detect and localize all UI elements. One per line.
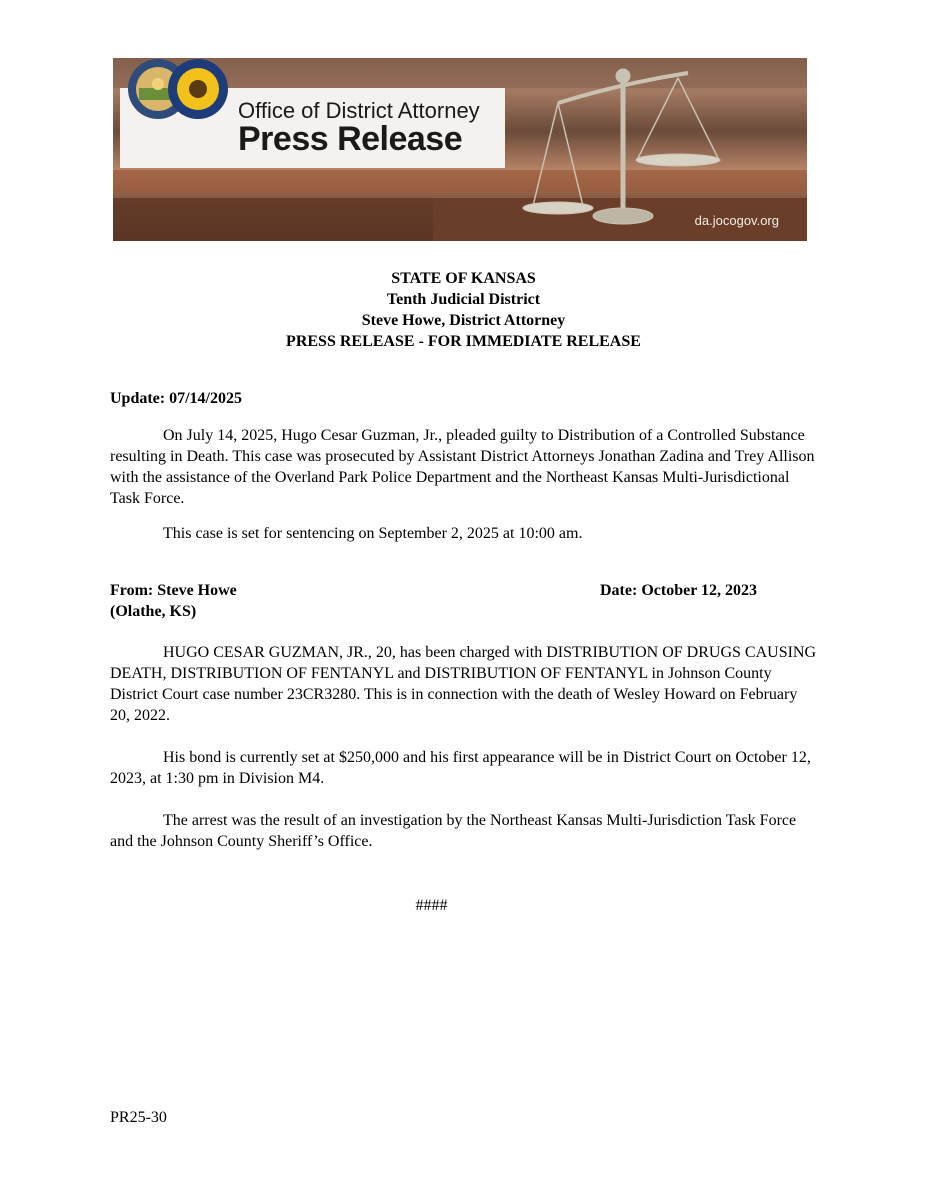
end-mark: #### — [415, 897, 448, 914]
banner-title: Office of District Attorney — [238, 98, 480, 123]
update-paragraph-1: On July 14, 2025, Hugo Cesar Guzman, Jr., pleaded guilty to Distribution of a Controlled Substance resulting in Death. This case was prosecuted by Assistant District Attorneys Jonathan Zadina and Trey Allison with the assistance of the Overland Park Police Department and the Northeast Kansas Multi-Jurisdictional Task Force. — [110, 427, 815, 507]
press-release-banner — [113, 58, 807, 241]
update-paragraph-2: This case is set for sentencing on September 2, 2025 at 10:00 am. — [163, 525, 583, 542]
original-paragraph-1: HUGO CESAR GUZMAN, JR., 20, has been charged with DISTRIBUTION OF DRUGS CAUSING DEATH, DISTRIBUTION OF FENTANYL and DISTRIBUTION OF FENTANYL in Johnson County District Court case number 23CR3280. This is in connection with the death of Wesley Howard on February 20, 2022. — [110, 644, 817, 724]
footer-code: PR25-30 — [110, 1109, 167, 1126]
johnson-county-seal-icon — [167, 58, 229, 120]
update-heading: Update: 07/14/2025 — [110, 390, 242, 407]
header-release-type: PRESS RELEASE - FOR IMMEDIATE RELEASE — [286, 333, 641, 350]
header-state: STATE OF KANSAS — [391, 270, 536, 287]
location-line: (Olathe, KS) — [110, 603, 197, 620]
original-paragraph-3: The arrest was the result of an investigation by the Northeast Kansas Multi-Jurisdiction Task Force and the Johnson County Sheriff’s Office. — [110, 812, 797, 850]
header-attorney: Steve Howe, District Attorney — [361, 312, 566, 329]
banner-website: da.jocogov.org — [694, 213, 779, 228]
from-line: From: Steve Howe — [110, 582, 237, 599]
banner-subtitle: Press Release — [238, 120, 463, 158]
original-paragraph-2: His bond is currently set at $250,000 and his first appearance will be in District Court on October 12, 2023, at 1:30 pm in Division M4. — [110, 749, 811, 787]
date-line: Date: October 12, 2023 — [600, 582, 757, 599]
header-district: Tenth Judicial District — [386, 291, 541, 308]
